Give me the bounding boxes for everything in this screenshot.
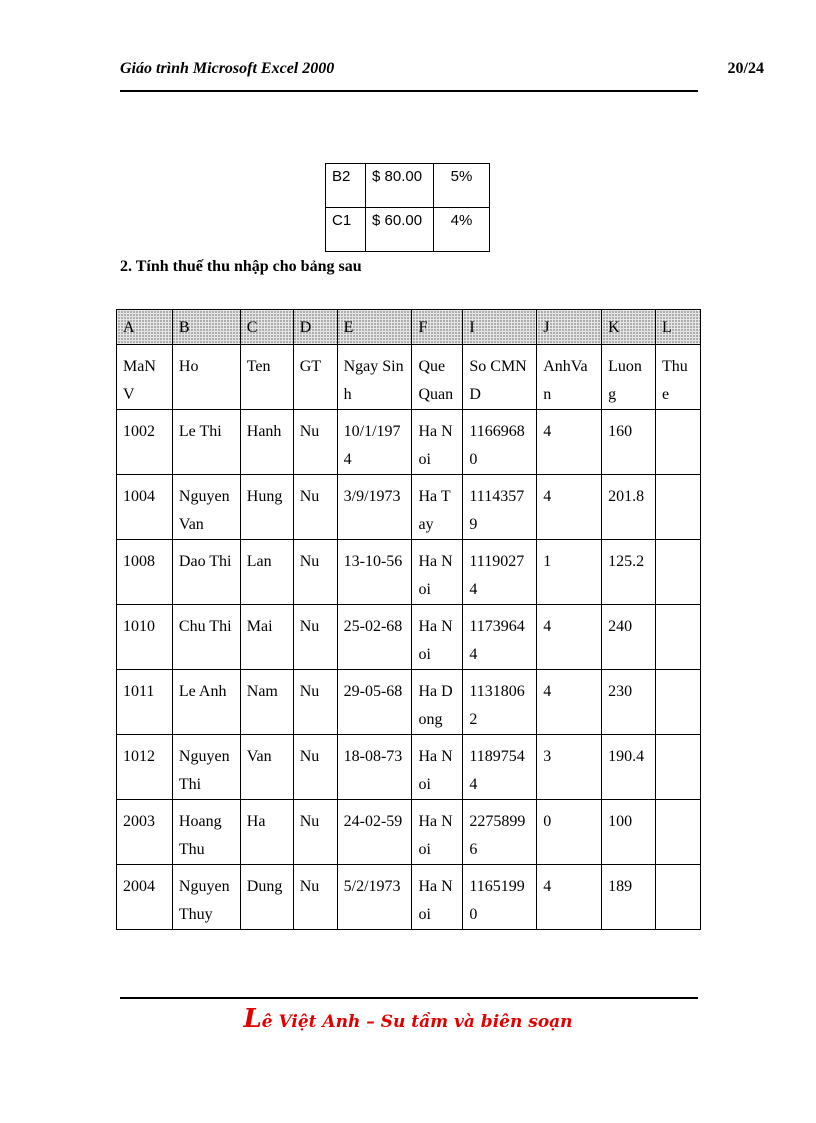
- column-header: Ten: [240, 345, 293, 410]
- table-cell: 3/9/1973: [337, 475, 412, 540]
- table-cell: Nu: [293, 540, 337, 605]
- table-cell: Nu: [293, 800, 337, 865]
- table-cell: 1: [537, 540, 602, 605]
- table-cell: 2003: [117, 800, 173, 865]
- table-cell: [656, 475, 701, 540]
- table-cell: 240: [602, 605, 656, 670]
- rate-table: [325, 163, 490, 252]
- table-row: [117, 865, 701, 930]
- table-cell: [656, 800, 701, 865]
- table-row: [326, 208, 490, 252]
- table-cell: [656, 735, 701, 800]
- table-cell: [656, 670, 701, 735]
- table-cell: 11190274: [463, 540, 537, 605]
- document-title: Giáo trình Microsoft Excel 2000: [120, 60, 335, 77]
- table-cell: [656, 605, 701, 670]
- column-header: Que Quan: [412, 345, 463, 410]
- table-cell: 125.2: [602, 540, 656, 605]
- table-row: [117, 800, 701, 865]
- table-row: [117, 410, 701, 475]
- table-cell: Le Anh: [172, 670, 240, 735]
- table-cell: 201.8: [602, 475, 656, 540]
- table-cell: Nu: [293, 605, 337, 670]
- table-cell: 189: [602, 865, 656, 930]
- table-cell: 4: [537, 670, 602, 735]
- table-cell: 5%: [434, 164, 490, 208]
- table-cell: 4: [537, 865, 602, 930]
- table-cell: 11669680: [463, 410, 537, 475]
- table-cell: Dao Thi: [172, 540, 240, 605]
- table-cell: 11318062: [463, 670, 537, 735]
- table-cell: 4: [537, 605, 602, 670]
- table-cell: 160: [602, 410, 656, 475]
- table-cell: Lan: [240, 540, 293, 605]
- table-cell: 3: [537, 735, 602, 800]
- header-row: [117, 345, 701, 410]
- table-cell: 29-05-68: [337, 670, 412, 735]
- table-cell: 1010: [117, 605, 173, 670]
- table-cell: 10/1/1974: [337, 410, 412, 475]
- table-cell: 11143579: [463, 475, 537, 540]
- table-cell: 1011: [117, 670, 173, 735]
- table-cell: 2004: [117, 865, 173, 930]
- footer-rule: [120, 997, 698, 999]
- table-cell: Hanh: [240, 410, 293, 475]
- table-cell: 100: [602, 800, 656, 865]
- table-cell: Nguyen Thi: [172, 735, 240, 800]
- table-cell: Ha: [240, 800, 293, 865]
- table-cell: B2: [326, 164, 366, 208]
- column-letter: C: [240, 310, 293, 345]
- column-header: Thue: [656, 345, 701, 410]
- table-cell: Van: [240, 735, 293, 800]
- column-letter: B: [172, 310, 240, 345]
- table-cell: Ha Noi: [412, 605, 463, 670]
- table-cell: 4%: [434, 208, 490, 252]
- table-cell: 11739644: [463, 605, 537, 670]
- table-row: [117, 540, 701, 605]
- table-cell: 18-08-73: [337, 735, 412, 800]
- table-cell: 190.4: [602, 735, 656, 800]
- table-cell: Ha Tay: [412, 475, 463, 540]
- column-header: AnhVan: [537, 345, 602, 410]
- employee-table: [116, 309, 701, 930]
- table-cell: Nguyen Van: [172, 475, 240, 540]
- table-cell: Chu Thi: [172, 605, 240, 670]
- column-letter: F: [412, 310, 463, 345]
- column-letter: D: [293, 310, 337, 345]
- table-cell: [656, 540, 701, 605]
- table-cell: Hung: [240, 475, 293, 540]
- table-cell: Ha Noi: [412, 410, 463, 475]
- column-letter: E: [337, 310, 412, 345]
- table-cell: Dung: [240, 865, 293, 930]
- table-cell: 1004: [117, 475, 173, 540]
- footer-initial: L: [243, 1004, 262, 1034]
- table-cell: Nu: [293, 410, 337, 475]
- table-cell: [656, 410, 701, 475]
- table-cell: Mai: [240, 605, 293, 670]
- table-cell: Nu: [293, 475, 337, 540]
- table-cell: 25-02-68: [337, 605, 412, 670]
- table-cell: Ha Noi: [412, 735, 463, 800]
- table-cell: Nu: [293, 735, 337, 800]
- employee-table-body: [117, 310, 701, 930]
- table-cell: [656, 865, 701, 930]
- table-cell: Nguyen Thuy: [172, 865, 240, 930]
- table-cell: Ha Noi: [412, 865, 463, 930]
- table-cell: 4: [537, 475, 602, 540]
- column-header: So CMND: [463, 345, 537, 410]
- column-header: Ngay Sinh: [337, 345, 412, 410]
- table-row: [117, 605, 701, 670]
- table-cell: 13-10-56: [337, 540, 412, 605]
- table-cell: Ha Noi: [412, 540, 463, 605]
- table-cell: 1008: [117, 540, 173, 605]
- table-cell: Ha Dong: [412, 670, 463, 735]
- table-cell: 4: [537, 410, 602, 475]
- table-cell: 11897544: [463, 735, 537, 800]
- footer-text: ê Việt Anh – Su tầm và biên soạn: [261, 1012, 573, 1032]
- page-header: [120, 60, 764, 92]
- column-letter: K: [602, 310, 656, 345]
- table-cell: 1002: [117, 410, 173, 475]
- table-cell: $ 80.00: [366, 164, 434, 208]
- column-letter-row: [117, 310, 701, 345]
- table-cell: 22758996: [463, 800, 537, 865]
- table-cell: C1: [326, 208, 366, 252]
- table-cell: 1012: [117, 735, 173, 800]
- section-heading: 2. Tính thuế thu nhập cho bảng sau: [120, 258, 362, 275]
- table-row: [117, 475, 701, 540]
- table-cell: Ha Noi: [412, 800, 463, 865]
- column-header: Ho: [172, 345, 240, 410]
- column-letter: J: [537, 310, 602, 345]
- table-cell: 24-02-59: [337, 800, 412, 865]
- table-cell: 230: [602, 670, 656, 735]
- page-footer: [0, 1004, 816, 1034]
- column-letter: L: [656, 310, 701, 345]
- table-cell: Hoang Thu: [172, 800, 240, 865]
- table-cell: 5/2/1973: [337, 865, 412, 930]
- column-letter: A: [117, 310, 173, 345]
- column-header: GT: [293, 345, 337, 410]
- page-number: 20/24: [727, 60, 764, 77]
- table-cell: 0: [537, 800, 602, 865]
- table-cell: 11651990: [463, 865, 537, 930]
- table-cell: Nam: [240, 670, 293, 735]
- table-cell: Le Thi: [172, 410, 240, 475]
- table-row: [326, 164, 490, 208]
- table-row: [117, 670, 701, 735]
- table-cell: $ 60.00: [366, 208, 434, 252]
- table-cell: Nu: [293, 670, 337, 735]
- table-cell: Nu: [293, 865, 337, 930]
- column-header: MaNV: [117, 345, 173, 410]
- column-header: Luong: [602, 345, 656, 410]
- table-row: [117, 735, 701, 800]
- column-letter: I: [463, 310, 537, 345]
